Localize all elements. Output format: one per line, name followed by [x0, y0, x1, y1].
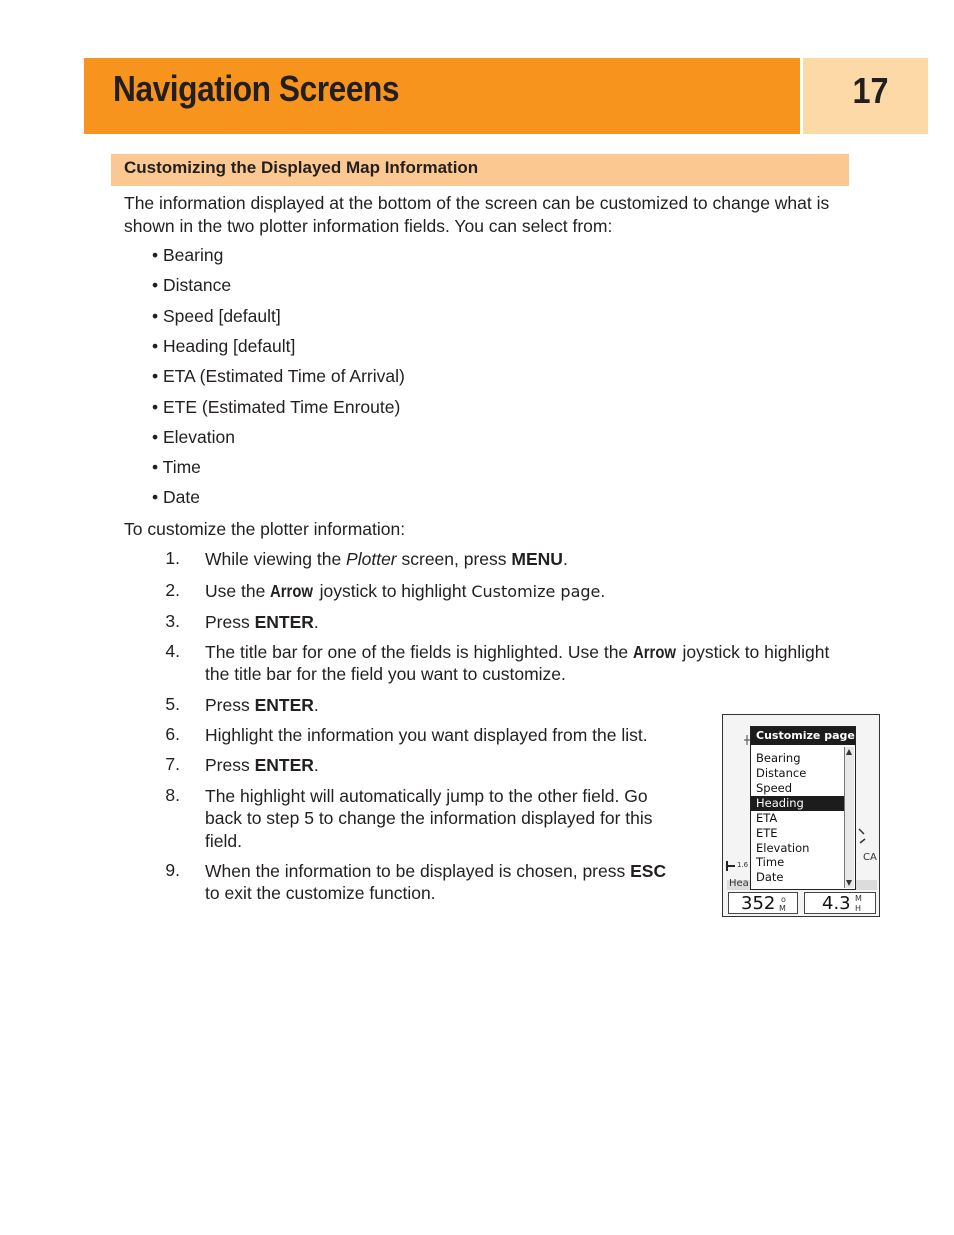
- option-item: • Speed [default]: [152, 306, 281, 326]
- step-key-name: ENTER: [254, 695, 314, 715]
- step-number: 7.: [165, 754, 180, 774]
- menu-item-eta[interactable]: ETA: [756, 811, 778, 825]
- field-label-right: CA: [863, 852, 877, 863]
- scroll-up-icon[interactable]: [846, 749, 852, 755]
- field-1-value: 352: [741, 893, 776, 914]
- menu-scrollbar[interactable]: [844, 747, 854, 888]
- step-number: 8.: [165, 785, 180, 805]
- page-number: 17: [852, 70, 889, 111]
- step-9-line-2: to exit the customize function.: [205, 883, 436, 903]
- menu-item-distance[interactable]: Distance: [756, 766, 807, 780]
- step-text-part: .: [600, 581, 606, 601]
- step-4: [205, 641, 829, 663]
- step-number: 2.: [165, 580, 180, 600]
- field-2-unit-top: M: [855, 894, 862, 903]
- info-field-1[interactable]: [728, 892, 798, 914]
- option-item: • ETE (Estimated Time Enroute): [152, 397, 401, 417]
- step-text-part: joystick to highlight: [677, 642, 830, 662]
- step-key-name: ENTER: [254, 612, 314, 632]
- step-8-line-2: back to step 5 to change the information displayed for this: [205, 808, 653, 828]
- step-9: [205, 860, 666, 882]
- step-text-part: Press: [205, 612, 255, 632]
- page-title: Navigation Screens: [113, 68, 400, 109]
- step-8-line-1: The highlight will automatically jump to the other field. Go: [205, 786, 648, 806]
- intro-paragraph: The information displayed at the bottom of the screen can be customized to change what is shown in the two plotter information fields. You can select from:: [124, 193, 830, 236]
- step-6: Highlight the information you want displayed from the list.: [205, 725, 648, 745]
- step-2: [205, 580, 605, 603]
- customize-menu[interactable]: [750, 726, 856, 890]
- step-7: [205, 754, 319, 776]
- step-3: [205, 611, 319, 633]
- step-key-name: Arrow: [270, 581, 314, 601]
- info-field-2[interactable]: [804, 892, 876, 914]
- scale-label: 1.6: [737, 861, 749, 869]
- step-text-part: Press: [205, 755, 255, 775]
- menu-item-heading[interactable]: Heading: [751, 796, 844, 811]
- menu-item-elevation[interactable]: Elevation: [756, 841, 810, 855]
- step-text-part: When the information to be displayed is chosen, press: [205, 861, 631, 881]
- step-text-part: joystick to highlight: [314, 581, 472, 601]
- step-menu-name: Customize page: [471, 582, 601, 601]
- step-text-part: .: [313, 755, 319, 775]
- section-title: Customizing the Displayed Map Information: [124, 158, 479, 177]
- field-1-unit-top: o: [781, 895, 786, 904]
- option-item: • Heading [default]: [152, 336, 296, 356]
- option-item: • Distance: [152, 275, 232, 295]
- menu-item-bearing[interactable]: Bearing: [756, 751, 801, 765]
- step-key-name: MENU: [511, 549, 563, 569]
- step-key-name: Arrow: [633, 642, 677, 662]
- step-text-part: While viewing the: [205, 549, 347, 569]
- field-2-value: 4.3: [822, 893, 851, 914]
- option-item: • ETA (Estimated Time of Arrival): [152, 366, 405, 386]
- step-8-line-3: field.: [205, 831, 242, 851]
- option-item: • Elevation: [152, 427, 235, 447]
- step-text-part: Press: [205, 695, 255, 715]
- step-screen-name: Plotter: [346, 549, 397, 569]
- step-text-part: .: [562, 549, 568, 569]
- field-label-left: Hea: [729, 878, 749, 889]
- scroll-down-icon[interactable]: [846, 880, 852, 886]
- step-key-name: ENTER: [254, 755, 314, 775]
- field-2-unit-bottom: H: [855, 904, 862, 913]
- step-5: [205, 694, 319, 716]
- menu-item-date[interactable]: Date: [756, 870, 784, 884]
- step-number: 6.: [165, 724, 180, 744]
- step-text-part: screen, press: [396, 549, 512, 569]
- steps-lead: To customize the plotter information:: [124, 519, 406, 539]
- option-item: • Date: [152, 487, 200, 507]
- step-1: [205, 548, 568, 570]
- menu-item-speed[interactable]: Speed: [756, 781, 793, 795]
- step-text-part: .: [313, 612, 319, 632]
- step-number: 5.: [165, 694, 180, 714]
- step-number: 4.: [165, 641, 180, 661]
- menu-title: Customize page: [751, 727, 855, 745]
- option-item: • Time: [152, 457, 201, 477]
- step-text-part: The title bar for one of the fields is highlighted. Use the: [205, 642, 634, 662]
- menu-item-time[interactable]: Time: [756, 855, 785, 869]
- step-key-name: ESC: [630, 861, 667, 881]
- option-item: • Bearing: [152, 245, 224, 265]
- step-number: 9.: [165, 860, 180, 880]
- step-text-part: Use the: [205, 581, 271, 601]
- menu-item-ete[interactable]: ETE: [756, 826, 778, 840]
- field-1-unit-bottom: M: [779, 904, 786, 913]
- step-number: 1.: [165, 548, 180, 568]
- step-number: 3.: [165, 611, 180, 631]
- step-4-line-2: the title bar for the field you want to customize.: [205, 664, 566, 684]
- step-text-part: .: [313, 695, 319, 715]
